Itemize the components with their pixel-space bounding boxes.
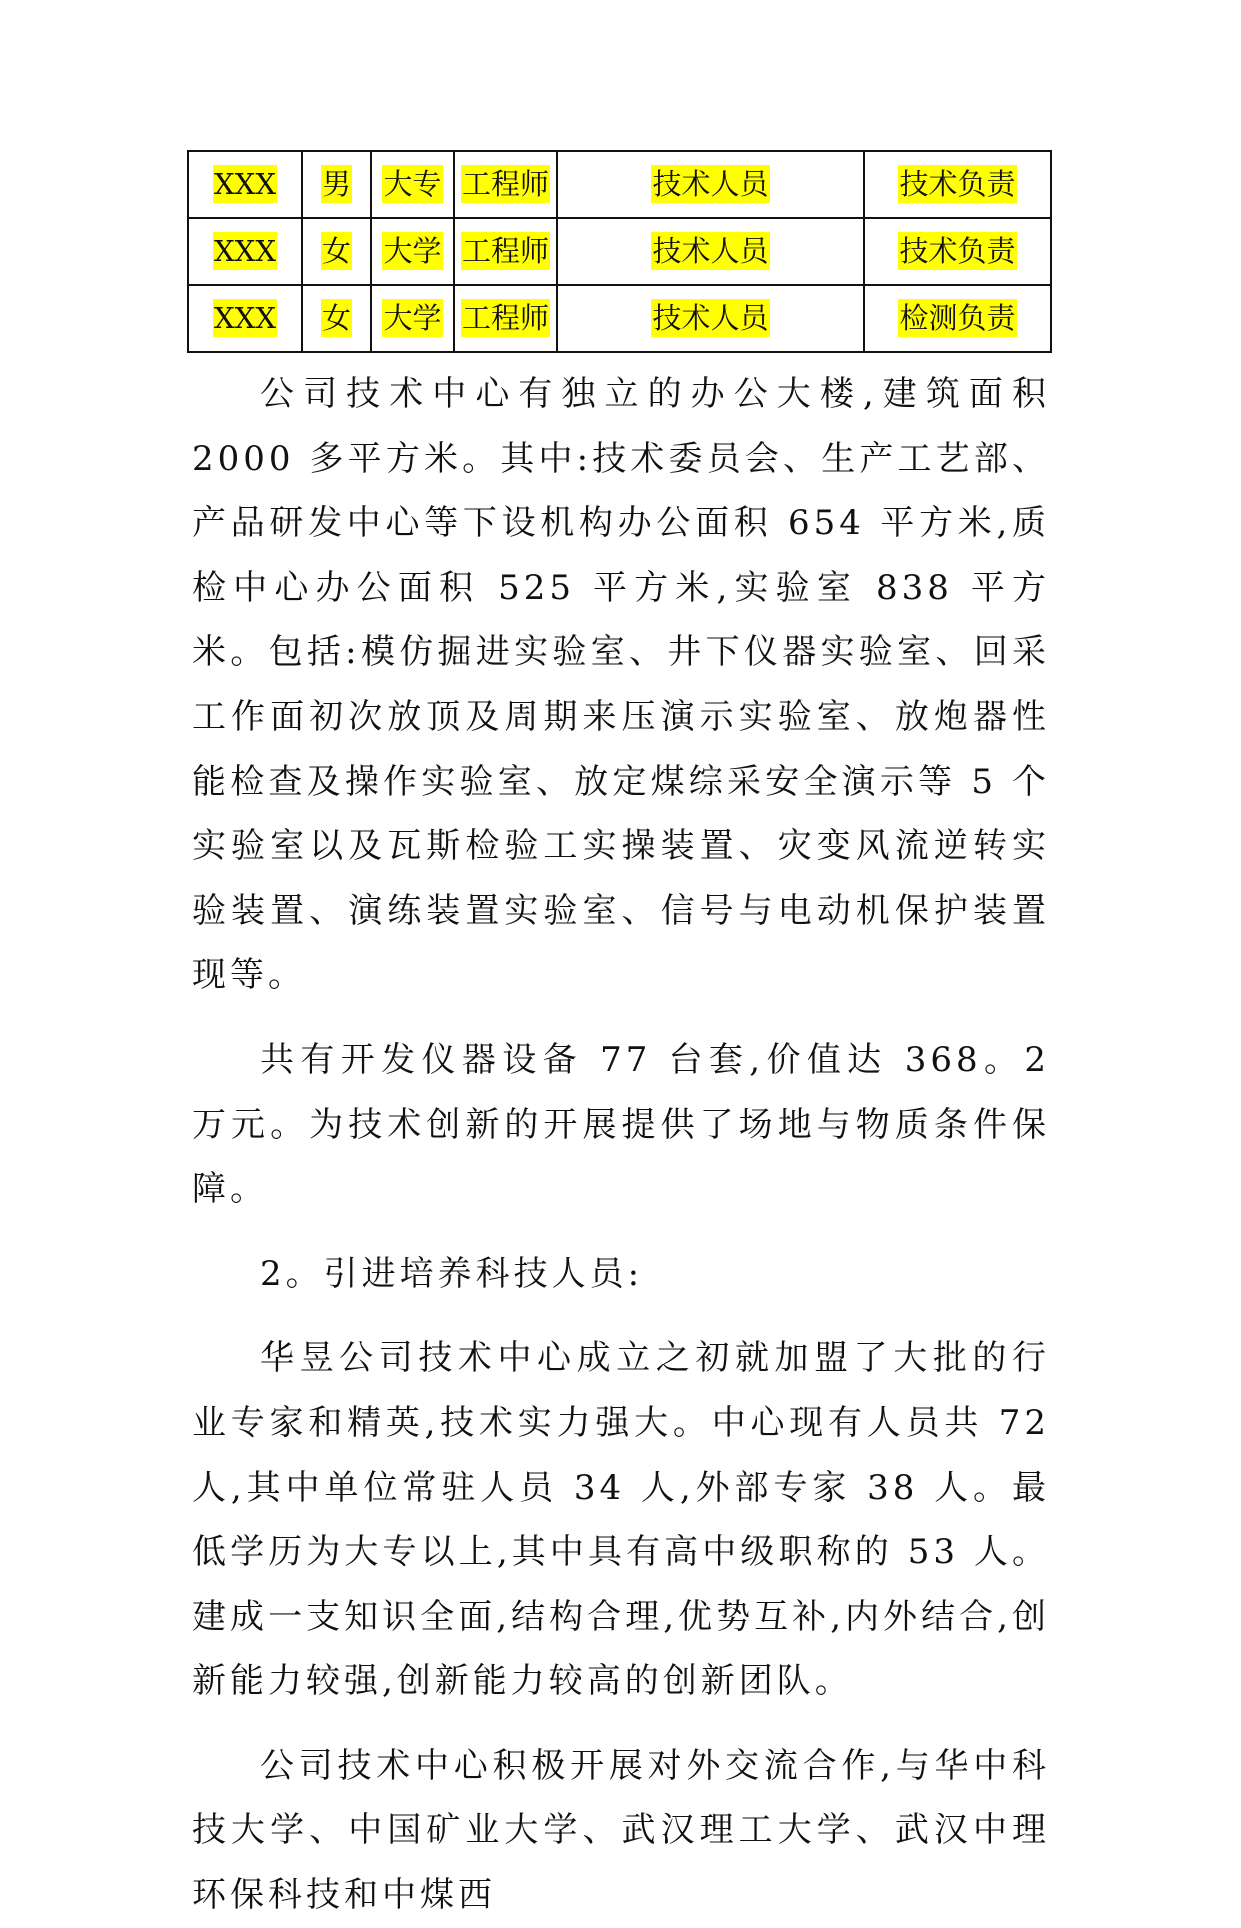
position-text: 技术人员 [652,167,769,201]
gender-text: 女 [321,301,351,335]
education-text: 大学 [383,301,442,335]
gender-text: 男 [321,167,351,201]
gender-cell [302,151,371,218]
duty-cell [864,151,1051,218]
table-row [188,285,1051,352]
paragraph-equipment: 共有开发仪器设备 77 台套,价值达 368。2 万元。为技术创新的开展提供了场地与物质条件保障。 [192,1039,1050,1210]
duty-cell [864,285,1051,352]
name-text: XXX [214,301,276,335]
education-text: 大专 [383,167,442,201]
paragraph-personnel: 华昱公司技术中心成立之初就加盟了大批的行业专家和精英,技术实力强大。中心现有人员共 72 人,其中单位常驻人员 34 人,外部专家 38 人。最低学历为大专以上,其中具有高中级职称的 53 人。建成一支知识全面,结构合理,优势互补,内外结合,创新能力较强,创新能力较高的创新团队。 [192,1338,1050,1702]
position-cell [557,218,864,285]
name-cell [188,218,302,285]
education-cell [371,218,454,285]
body-text [192,362,1050,1928]
paragraph-cooperation: 公司技术中心积极开展对外交流合作,与华中科技大学、中国矿业大学、武汉理工大学、武汉中理环保科技和中煤西 [192,1745,1050,1916]
position-cell [557,151,864,218]
gender-text: 女 [321,234,351,268]
position-text: 技术人员 [652,234,769,268]
gender-cell [302,218,371,285]
name-cell [188,285,302,352]
education-cell [371,285,454,352]
title-cell [454,151,557,218]
duty-text: 技术负责 [899,167,1016,201]
gender-cell [302,285,371,352]
duty-text: 技术负责 [899,234,1016,268]
position-text: 技术人员 [652,301,769,335]
title-text: 工程师 [461,301,549,335]
table-row [188,218,1051,285]
title-text: 工程师 [461,234,549,268]
title-cell [454,218,557,285]
education-cell [371,151,454,218]
table-row [188,151,1051,218]
position-cell [557,285,864,352]
name-cell [188,151,302,218]
title-cell [454,285,557,352]
name-text: XXX [214,167,276,201]
name-text: XXX [214,234,276,268]
education-text: 大学 [383,234,442,268]
duty-cell [864,218,1051,285]
section-heading: 2。引进培养科技人员: [260,1253,644,1294]
staff-table [187,150,1052,353]
paragraph-facilities: 公司技术中心有独立的办公大楼,建筑面积 2000 多平方米。其中:技术委员会、生产工艺部、产品研发中心等下设机构办公面积 654 平方米,质检中心办公面积 525 平方米,实验室 838 平方米。包括:模仿掘进实验室、井下仪器实验室、回采工作面初次放顶及周期来压演示实验室、放炮器性能检查及操作实验室、放定煤综采安全演示等 5 个实验室以及瓦斯检验工实操装置、灾变风流逆转实验装置、演练装置实验室、信号与电动机保护装置现等。 [192,374,1050,996]
title-text: 工程师 [461,167,549,201]
duty-text: 检测负责 [899,301,1016,335]
